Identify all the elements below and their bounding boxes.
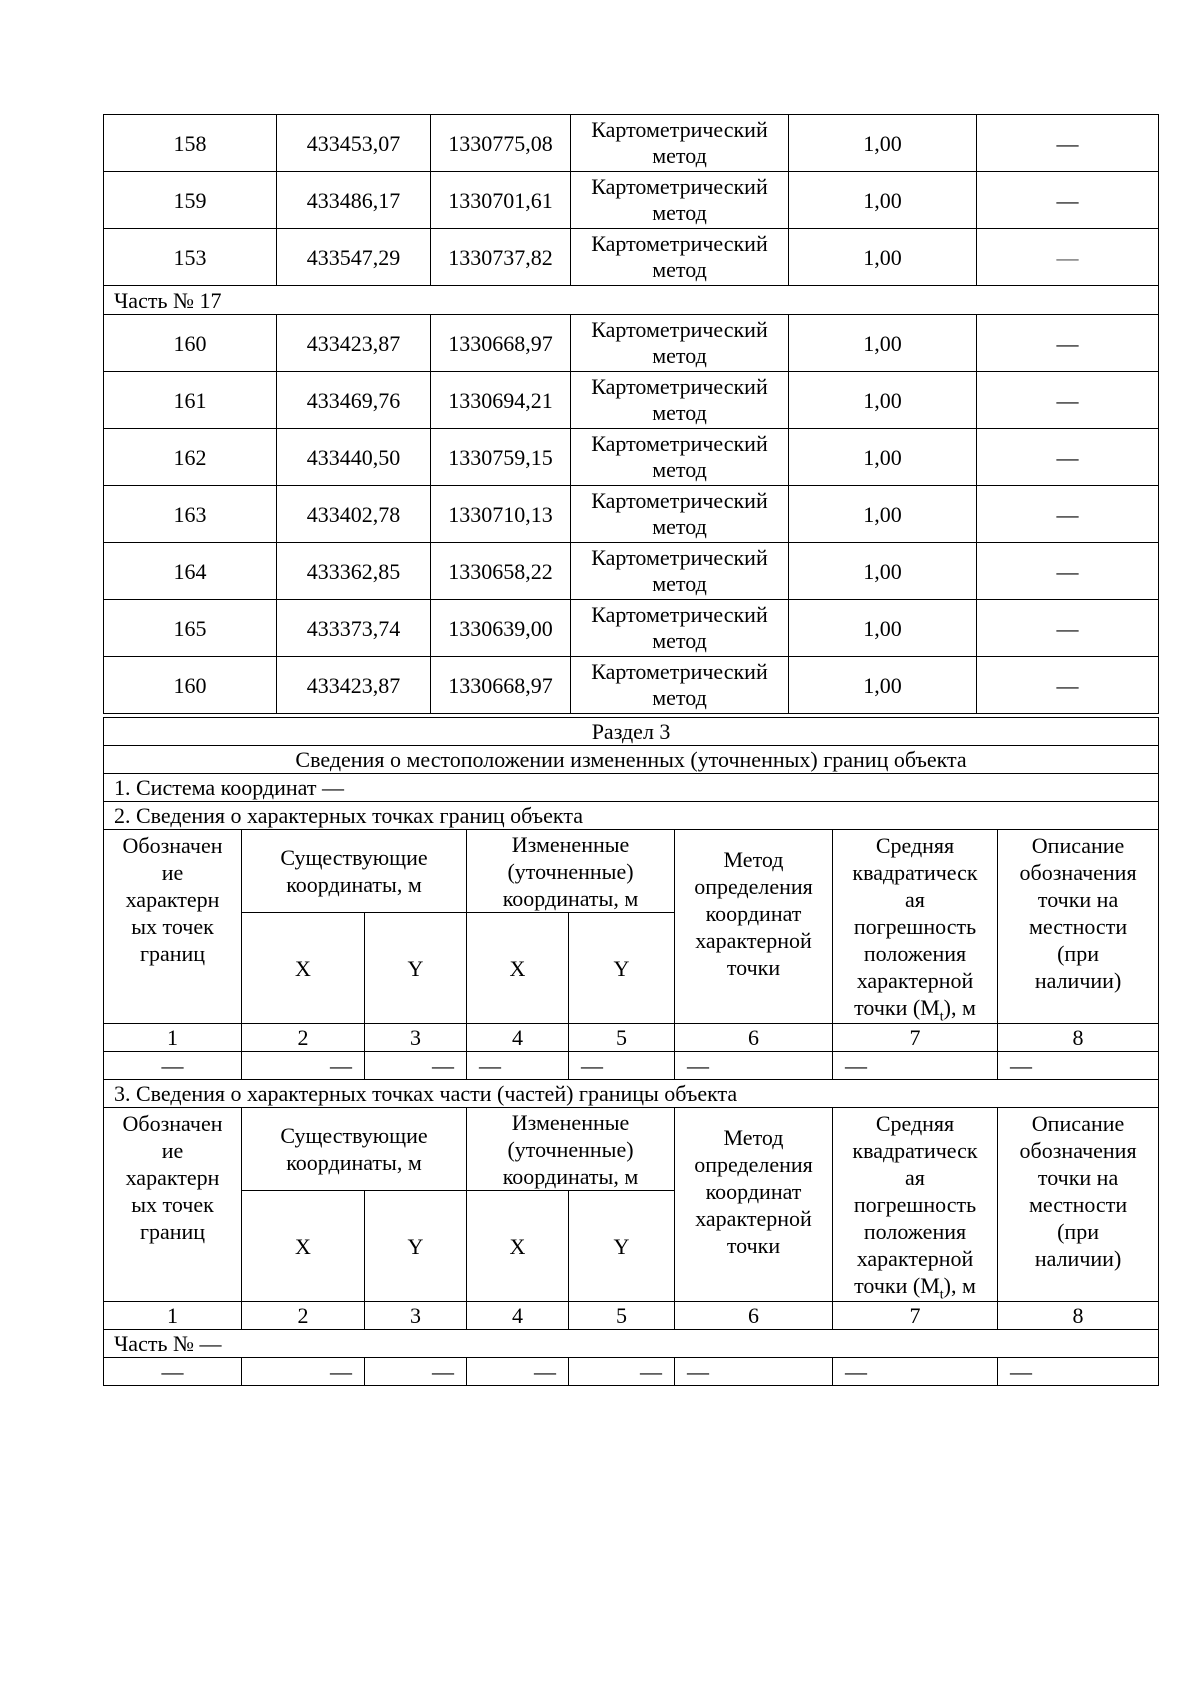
table-row <box>104 600 1159 657</box>
col-num: 7 <box>833 1302 998 1330</box>
description-header <box>998 830 1159 1024</box>
method-line1: Картометрический <box>591 231 768 256</box>
hdr-text: (при <box>1057 1219 1099 1244</box>
col-num: 1 <box>104 1024 242 1052</box>
description: — <box>977 372 1159 429</box>
hdr-text: обозначения <box>1019 860 1137 885</box>
method-line1: Картометрический <box>591 659 768 684</box>
method-line1: Картометрический <box>591 488 768 513</box>
hdr-text: местности <box>1029 914 1128 939</box>
method-line2: метод <box>652 457 707 482</box>
method-line2: метод <box>652 514 707 539</box>
hdr-text: (при <box>1057 941 1099 966</box>
col-num: 5 <box>569 1302 675 1330</box>
point-id: 159 <box>104 172 277 229</box>
coord-x: 433547,29 <box>277 229 431 286</box>
col-num: 4 <box>467 1024 569 1052</box>
col-designation-header <box>104 830 242 1024</box>
accuracy: 1,00 <box>789 600 977 657</box>
coord-y: 1330668,97 <box>431 315 571 372</box>
coordinates-table-continued <box>103 114 1159 714</box>
hdr-text: ых точек <box>131 914 214 939</box>
coord-x: 433423,87 <box>277 315 431 372</box>
table-row <box>104 486 1159 543</box>
description: — <box>977 543 1159 600</box>
hdr-text: координат <box>705 900 802 926</box>
point-id: 163 <box>104 486 277 543</box>
hdr-text: границ <box>139 1219 206 1244</box>
method-cell <box>571 172 789 229</box>
table-row <box>104 229 1159 286</box>
method-cell <box>571 429 789 486</box>
table-row <box>104 657 1159 714</box>
method-cell <box>571 229 789 286</box>
hdr-text: координаты, м <box>502 1163 639 1189</box>
dash-cell: — <box>467 1358 569 1386</box>
method-header <box>675 830 833 1024</box>
hdr-text: ие <box>161 860 184 885</box>
hdr-text: ), м <box>943 995 976 1020</box>
section-title: Раздел 3 <box>104 718 1159 746</box>
x-header: X <box>242 913 365 1024</box>
hdr-sub: t <box>939 1009 944 1024</box>
hdr-text: (уточненные) <box>507 1136 634 1162</box>
accuracy: 1,00 <box>789 315 977 372</box>
accuracy: 1,00 <box>789 429 977 486</box>
description: — <box>977 657 1159 714</box>
accuracy: 1,00 <box>789 172 977 229</box>
method-line2: метод <box>652 200 707 225</box>
method-line2: метод <box>652 343 707 368</box>
dash-cell: — <box>365 1052 467 1080</box>
method-line1: Картометрический <box>591 374 768 399</box>
point-id: 160 <box>104 657 277 714</box>
description-header <box>998 1108 1159 1302</box>
hdr-text: погрешность <box>853 914 977 939</box>
point-id: 153 <box>104 229 277 286</box>
hdr-text: Измененные <box>511 1109 630 1135</box>
hdr-text: ых точек <box>131 1192 214 1217</box>
hdr-text: Средняя <box>875 1111 955 1136</box>
hdr-text: точки <box>726 954 781 980</box>
item2-heading: 2. Сведения о характерных точках границ объекта <box>104 802 1159 830</box>
coord-x: 433453,07 <box>277 115 431 172</box>
coord-x: 433486,17 <box>277 172 431 229</box>
table-row <box>104 372 1159 429</box>
hdr-text: Обозначен <box>122 1111 223 1136</box>
point-id: 158 <box>104 115 277 172</box>
method-cell <box>571 315 789 372</box>
description: — <box>977 115 1159 172</box>
dash-cell: — <box>467 1052 569 1080</box>
description: — <box>977 315 1159 372</box>
hdr-text: характерной <box>695 1205 812 1231</box>
method-line1: Картометрический <box>591 117 768 142</box>
point-id: 164 <box>104 543 277 600</box>
method-line2: метод <box>652 143 707 168</box>
coord-y: 1330759,15 <box>431 429 571 486</box>
hdr-text: определения <box>694 873 813 899</box>
empty-data-row <box>104 1052 1159 1080</box>
description: — <box>977 172 1159 229</box>
hdr-text: (уточненные) <box>507 858 634 884</box>
hdr-text: Существующие <box>280 845 428 870</box>
dash-cell: — <box>242 1052 365 1080</box>
hdr-text: координаты, м <box>286 872 422 897</box>
y-header: Y <box>569 913 675 1024</box>
hdr-text: характерной <box>695 927 812 953</box>
coord-y: 1330658,22 <box>431 543 571 600</box>
hdr-text: ие <box>161 1138 184 1163</box>
hdr-text: ), м <box>943 1273 976 1298</box>
dash-cell: — <box>998 1052 1159 1080</box>
hdr-sub: t <box>939 1287 944 1302</box>
method-cell <box>571 543 789 600</box>
hdr-text: характерной <box>856 1246 974 1271</box>
method-cell <box>571 486 789 543</box>
col-num: 4 <box>467 1302 569 1330</box>
hdr-text: ая <box>905 1165 925 1190</box>
hdr-text: Метод <box>723 846 784 872</box>
accuracy: 1,00 <box>789 229 977 286</box>
method-cell <box>571 115 789 172</box>
point-id: 161 <box>104 372 277 429</box>
col-num: 2 <box>242 1024 365 1052</box>
dash-cell: — <box>104 1052 242 1080</box>
x-header: X <box>242 1191 365 1302</box>
coord-y: 1330639,00 <box>431 600 571 657</box>
y-header: Y <box>365 1191 467 1302</box>
col-num: 8 <box>998 1302 1159 1330</box>
accuracy: 1,00 <box>789 372 977 429</box>
hdr-text: Обозначен <box>122 833 223 858</box>
col-num: 3 <box>365 1024 467 1052</box>
table-row <box>104 172 1159 229</box>
section3-table <box>103 717 1159 1386</box>
accuracy: 1,00 <box>789 543 977 600</box>
coord-x: 433362,85 <box>277 543 431 600</box>
y-header: Y <box>569 1191 675 1302</box>
hdr-text: координат <box>705 1178 802 1204</box>
hdr-text: характерн <box>125 1165 220 1190</box>
item3-heading: 3. Сведения о характерных точках части (частей) границы объекта <box>104 1080 1159 1108</box>
hdr-text: координаты, м <box>502 885 639 911</box>
coord-y: 1330737,82 <box>431 229 571 286</box>
dash-cell: — <box>675 1358 833 1386</box>
col-designation-header <box>104 1108 242 1302</box>
hdr-text: Описание <box>1031 833 1125 858</box>
table-row <box>104 543 1159 600</box>
hdr-text: точки <box>726 1232 781 1258</box>
hdr-text: положения <box>863 941 967 966</box>
col-num: 7 <box>833 1024 998 1052</box>
method-line1: Картометрический <box>591 545 768 570</box>
column-numbers-row <box>104 1024 1159 1052</box>
col-num: 5 <box>569 1024 675 1052</box>
table-row <box>104 429 1159 486</box>
hdr-text: квадратическ <box>852 1138 978 1163</box>
hdr-text: определения <box>694 1151 813 1177</box>
dash-cell: — <box>104 1358 242 1386</box>
changed-coords-header <box>467 830 675 913</box>
method-line1: Картометрический <box>591 317 768 342</box>
existing-coords-header <box>242 1108 467 1191</box>
description: — <box>977 486 1159 543</box>
coord-y: 1330710,13 <box>431 486 571 543</box>
point-id: 160 <box>104 315 277 372</box>
description: — <box>977 429 1159 486</box>
hdr-text: погрешность <box>853 1192 977 1217</box>
dash-cell: — <box>242 1358 365 1386</box>
coord-y: 1330668,97 <box>431 657 571 714</box>
method-line1: Картометрический <box>591 174 768 199</box>
method-line2: метод <box>652 257 707 282</box>
point-id: 165 <box>104 600 277 657</box>
hdr-text: точки на <box>1037 887 1119 912</box>
method-cell <box>571 600 789 657</box>
method-cell <box>571 657 789 714</box>
mse-header <box>833 830 998 1024</box>
section-subtitle: Сведения о местоположении измененных (уточненных) границ объекта <box>104 746 1159 774</box>
hdr-text: Существующие <box>280 1123 428 1148</box>
hdr-text: Описание <box>1031 1111 1125 1136</box>
dash-cell: — <box>998 1358 1159 1386</box>
col-num: 6 <box>675 1302 833 1330</box>
col-num: 1 <box>104 1302 242 1330</box>
col-num: 6 <box>675 1024 833 1052</box>
coord-x: 433469,76 <box>277 372 431 429</box>
hdr-text: наличии) <box>1034 968 1122 993</box>
existing-coords-header <box>242 830 467 913</box>
dash-cell: — <box>833 1052 998 1080</box>
hdr-text: квадратическ <box>852 860 978 885</box>
coord-x: 433402,78 <box>277 486 431 543</box>
dash-cell: — <box>833 1358 998 1386</box>
col-num: 2 <box>242 1302 365 1330</box>
part-label: Часть № — <box>104 1330 1159 1358</box>
mse-header <box>833 1108 998 1302</box>
table-row <box>104 115 1159 172</box>
hdr-text: характерн <box>125 887 220 912</box>
empty-data-row <box>104 1358 1159 1386</box>
part-label: Часть № 17 <box>104 286 1159 315</box>
coord-y: 1330694,21 <box>431 372 571 429</box>
col-num: 3 <box>365 1302 467 1330</box>
method-line1: Картометрический <box>591 602 768 627</box>
coordinate-system: 1. Система координат — <box>104 774 1159 802</box>
coord-y: 1330775,08 <box>431 115 571 172</box>
coord-x: 433423,87 <box>277 657 431 714</box>
column-numbers-row <box>104 1302 1159 1330</box>
description: — <box>977 600 1159 657</box>
method-line2: метод <box>652 400 707 425</box>
method-line1: Картометрический <box>591 431 768 456</box>
part-row <box>104 286 1159 315</box>
hdr-text: обозначения <box>1019 1138 1137 1163</box>
hdr-text: ая <box>905 887 925 912</box>
hdr-text: Измененные <box>511 831 630 857</box>
dash-cell: — <box>569 1358 675 1386</box>
point-id: 162 <box>104 429 277 486</box>
coord-y: 1330701,61 <box>431 172 571 229</box>
hdr-text: точки (M <box>854 1273 940 1298</box>
hdr-text: положения <box>863 1219 967 1244</box>
method-line2: метод <box>652 628 707 653</box>
method-line2: метод <box>652 685 707 710</box>
hdr-text: координаты, м <box>286 1150 422 1175</box>
accuracy: 1,00 <box>789 486 977 543</box>
x-header: X <box>467 1191 569 1302</box>
hdr-text: границ <box>139 941 206 966</box>
hdr-text: наличии) <box>1034 1246 1122 1271</box>
col-num: 8 <box>998 1024 1159 1052</box>
hdr-text: местности <box>1029 1192 1128 1217</box>
coord-x: 433373,74 <box>277 600 431 657</box>
accuracy: 1,00 <box>789 115 977 172</box>
y-header: Y <box>365 913 467 1024</box>
hdr-text: Средняя <box>875 833 955 858</box>
table-row <box>104 315 1159 372</box>
hdr-text: точки (M <box>854 995 940 1020</box>
accuracy: 1,00 <box>789 657 977 714</box>
method-line2: метод <box>652 571 707 596</box>
coord-x: 433440,50 <box>277 429 431 486</box>
hdr-text: Метод <box>723 1124 784 1150</box>
changed-coords-header <box>467 1108 675 1191</box>
description: — <box>977 229 1159 286</box>
method-header <box>675 1108 833 1302</box>
dash-cell: — <box>675 1052 833 1080</box>
dash-cell: — <box>365 1358 467 1386</box>
hdr-text: точки на <box>1037 1165 1119 1190</box>
dash-cell: — <box>569 1052 675 1080</box>
method-cell <box>571 372 789 429</box>
hdr-text: характерной <box>856 968 974 993</box>
x-header: X <box>467 913 569 1024</box>
